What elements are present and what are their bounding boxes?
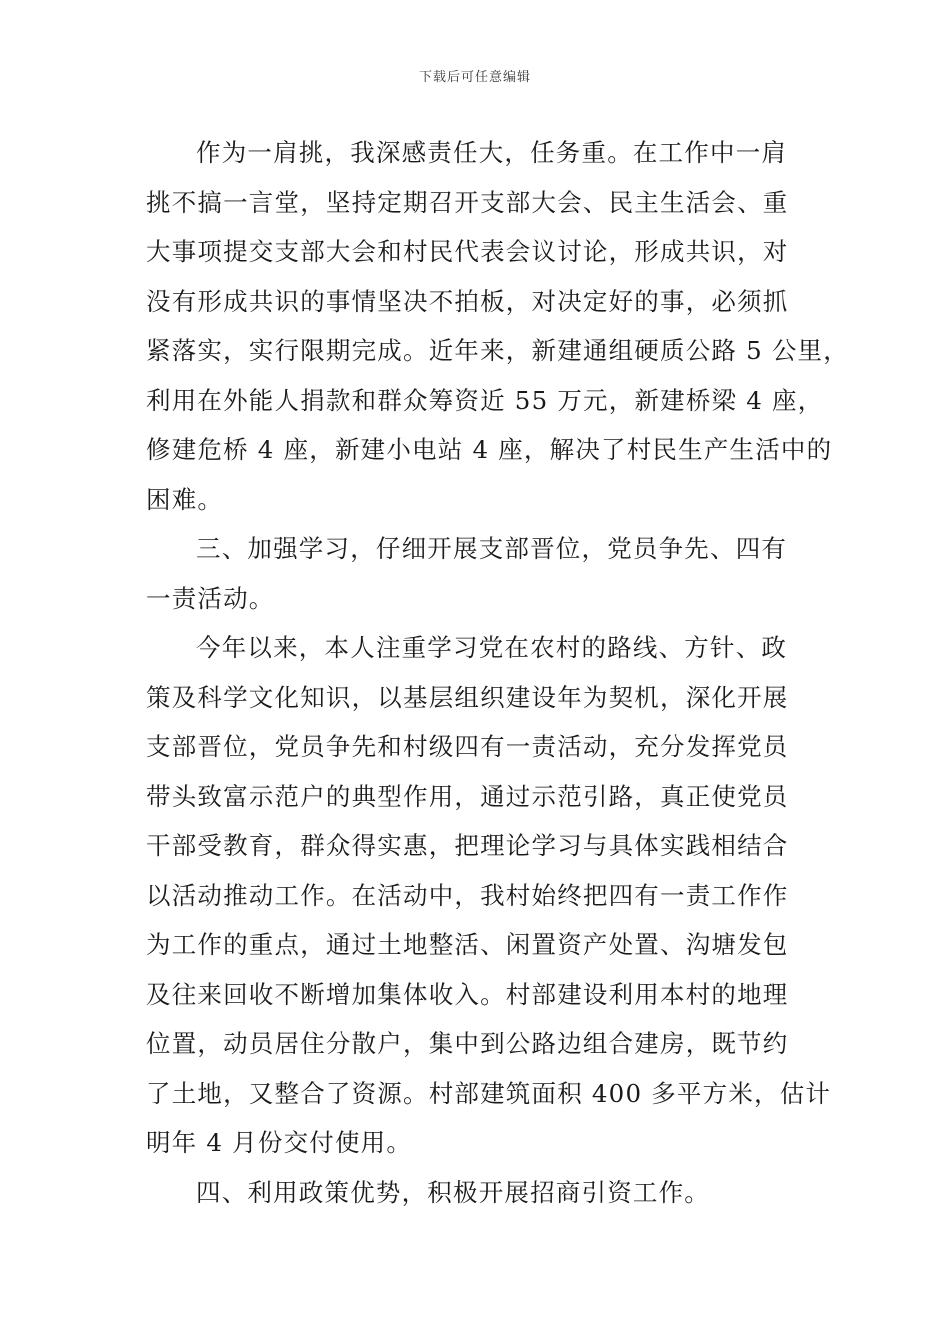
paragraph-line: 了土地，又整合了资源。村部建筑面积 400 多平方米，估计 (146, 1078, 832, 1108)
section-heading-line: 四、利用政策优势，积极开展招商引资工作。 (196, 1177, 710, 1207)
paragraph-line: 紧落实，实行限期完成。近年来，新建通组硬质公路 5 公里， (146, 336, 849, 365)
paragraph-line: 今年以来，本人注重学习党在农村的路线、方针、政 (196, 633, 788, 662)
paragraph-line: 及往来回收不断增加集体收入。村部建设利用本村的地理 (146, 979, 789, 1009)
paragraph-line: 策及科学文化知识，以基层组织建设年为契机，深化开展 (146, 682, 789, 712)
paragraph-line: 利用在外能人捐款和群众筹资近 55 万元，新建桥梁 4 座， (146, 385, 824, 415)
paragraph-line: 没有形成共识的事情坚决不拍板，对决定好的事，必须抓 (146, 286, 789, 316)
paragraph-line: 以活动推动工作。在活动中，我村始终把四有一责工作作 (146, 880, 789, 910)
paragraph-line: 支部晋位，党员争先和村级四有一责活动，充分发挥党员 (146, 732, 789, 761)
section-heading-line: 一责活动。 (146, 583, 275, 613)
header-note: 下载后可任意编辑 (418, 70, 531, 85)
document-body (146, 128, 849, 1217)
paragraph-line: 困难。 (146, 484, 224, 514)
paragraph-line: 挑不搞一言堂，坚持定期召开支部大会、民主生活会、重 (146, 187, 789, 217)
paragraph-line: 大事项提交支部大会和村民代表会议讨论，形成共识，对 (146, 237, 789, 266)
paragraph-line: 明年 4 月份交付使用。 (146, 1128, 413, 1157)
paragraph-line: 作为一肩挑，我深感责任大，任务重。在工作中一肩 (196, 138, 788, 167)
section-heading-line: 三、加强学习，仔细开展支部晋位，党员争先、四有 (196, 534, 788, 563)
paragraph-line: 干部受教育，群众得实惠，把理论学习与具体实践相结合 (146, 831, 789, 860)
paragraph-line: 带头致富示范户的典型作用，通过示范引路，真正使党员 (146, 781, 789, 811)
paragraph-line: 为工作的重点，通过土地整活、闲置资产处置、沟塘发包 (146, 930, 789, 959)
paragraph-line: 位置，动员居住分散户，集中到公路边组合建房，既节约 (146, 1029, 789, 1058)
paragraph-line: 修建危桥 4 座，新建小电站 4 座，解决了村民生产生活中的 (146, 435, 833, 464)
